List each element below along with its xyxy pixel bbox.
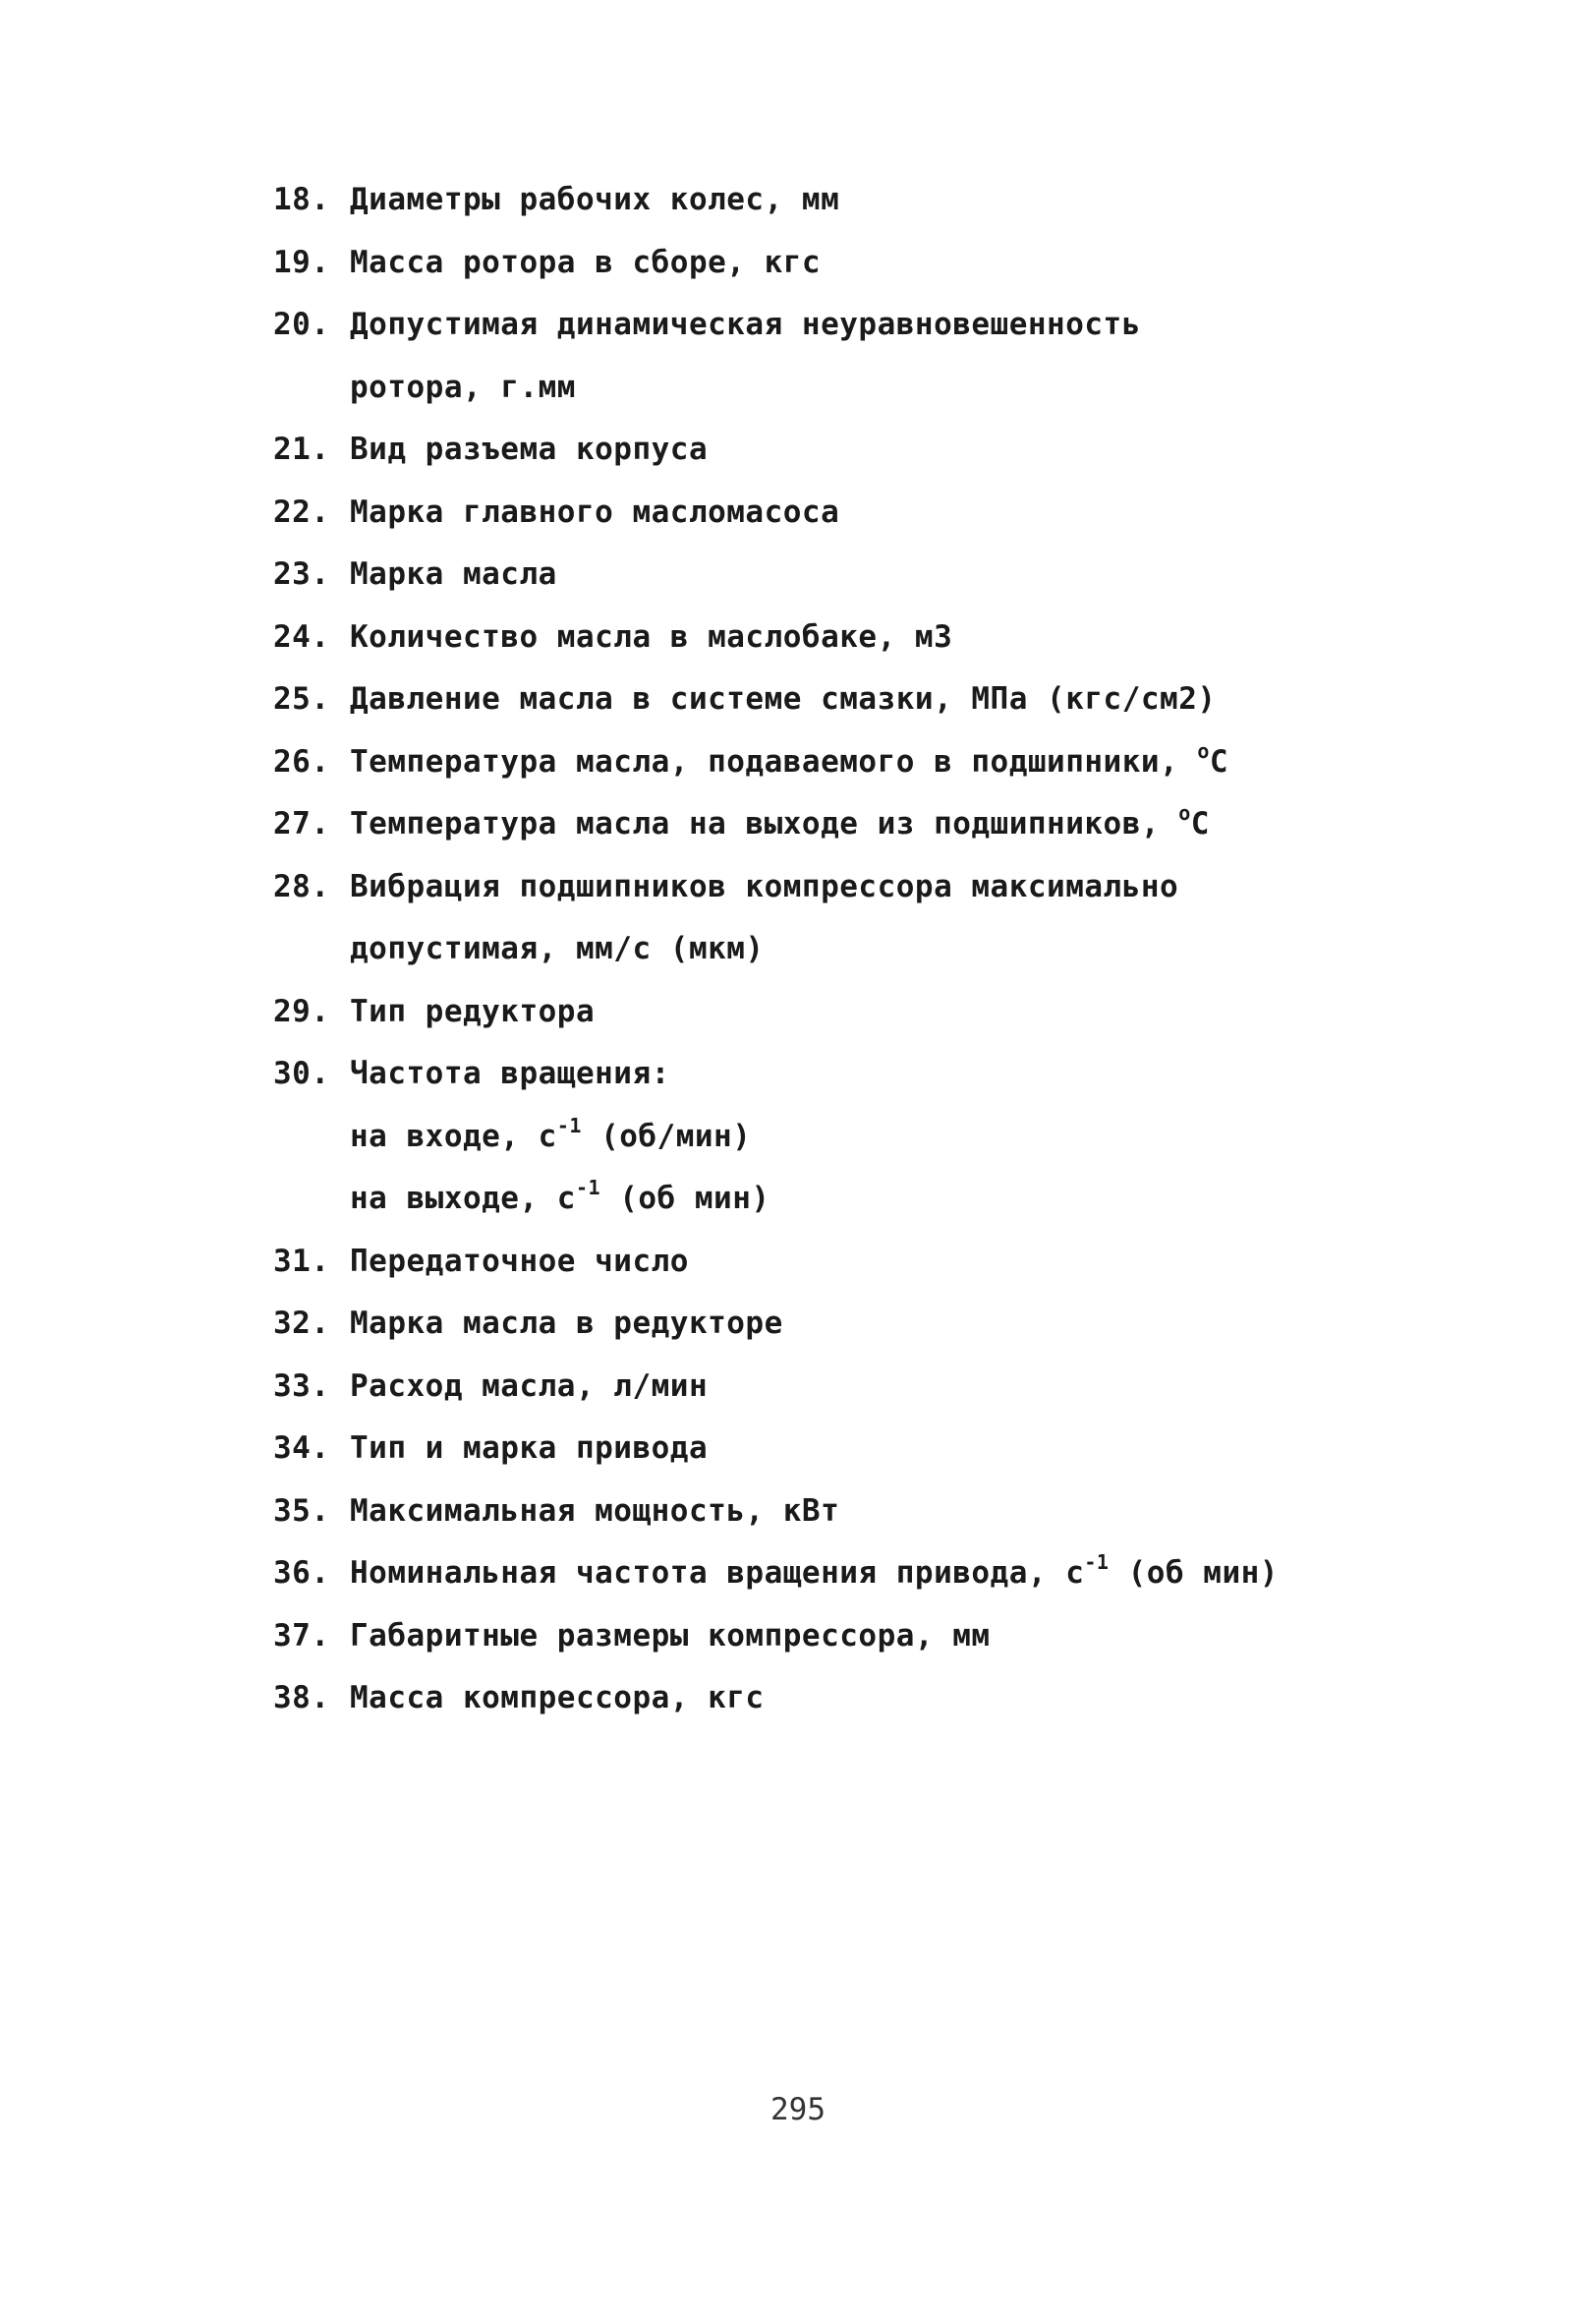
item-number: 20. <box>273 307 330 342</box>
list-item <box>273 482 1551 545</box>
list-item <box>273 981 1551 1044</box>
item-number: 33. <box>273 1367 330 1404</box>
item-text: Марка масла в редукторе <box>350 1306 783 1341</box>
list-item <box>273 1542 1551 1605</box>
list-item <box>273 1667 1551 1730</box>
item-unit: С <box>1209 743 1229 780</box>
item-text: Температура масла на выходе из подшипников, <box>350 806 1161 842</box>
list-item <box>273 1418 1551 1480</box>
list-item <box>273 668 1551 731</box>
list-item <box>273 1480 1551 1543</box>
item-subline-output <box>273 1168 1551 1231</box>
item-number: 37. <box>273 1617 330 1654</box>
item-number: 22. <box>273 493 330 530</box>
subline-unit: (об/мин) <box>581 1118 752 1154</box>
item-text: Температура масла, подаваемого в подшипники, <box>350 743 1179 780</box>
list-item <box>273 1293 1551 1356</box>
list-item <box>273 607 1551 669</box>
item-text: Вибрация подшипников компрессора максимально <box>350 868 1179 904</box>
exponent-superscript: -1 <box>575 1176 601 1199</box>
degree-superscript: о <box>1178 801 1191 825</box>
list-item <box>273 544 1551 607</box>
item-text: Допустимая динамическая неуравновешенность <box>350 307 1141 342</box>
item-text: Марка главного масломасоса <box>350 493 840 530</box>
item-text: Количество масла в маслобаке, м3 <box>350 618 953 655</box>
item-number: 36. <box>273 1555 330 1591</box>
item-number: 31. <box>273 1243 330 1279</box>
item-number: 38. <box>273 1680 330 1715</box>
list-item <box>273 169 1551 232</box>
item-text: Габаритные размеры компрессора, мм <box>350 1617 991 1654</box>
item-number: 25. <box>273 681 330 717</box>
item-number: 19. <box>273 244 330 280</box>
list-item <box>273 1605 1551 1668</box>
list-item <box>273 232 1551 295</box>
list-item <box>273 1043 1551 1231</box>
item-text: Масса ротора в сборе, кгс <box>350 244 822 280</box>
item-text: Вид разъема корпуса <box>350 432 709 467</box>
item-text: Давление масла в системе смазки, МПа (кгс/см2) <box>350 681 1217 717</box>
item-unit: С <box>1190 806 1210 842</box>
item-text: Номинальная частота вращения привода, с <box>350 1555 1085 1591</box>
degree-superscript: о <box>1197 738 1210 763</box>
item-number: 18. <box>273 182 330 217</box>
item-number: 35. <box>273 1492 330 1529</box>
list-item <box>273 856 1551 981</box>
subline-text: на входе, с <box>350 1118 557 1154</box>
item-number: 21. <box>273 432 330 467</box>
item-number: 27. <box>273 806 330 842</box>
item-subline-input <box>273 1106 1551 1169</box>
parameter-list <box>273 169 1551 1730</box>
exponent-superscript: -1 <box>556 1113 582 1137</box>
item-text: Тип редуктора <box>350 993 596 1029</box>
item-number: 23. <box>273 556 330 592</box>
item-number: 34. <box>273 1430 330 1466</box>
list-item <box>273 419 1551 482</box>
item-unit: (об мин) <box>1109 1555 1279 1591</box>
list-item <box>273 793 1551 856</box>
item-text: Масса компрессора, кгс <box>350 1680 765 1715</box>
list-item <box>273 1356 1551 1419</box>
item-number: 28. <box>273 868 330 904</box>
subline-unit: (об мин) <box>600 1181 770 1216</box>
item-number: 30. <box>273 1056 330 1091</box>
subline-text: на выходе, с <box>350 1181 576 1216</box>
list-item <box>273 1231 1551 1294</box>
item-text: Передаточное число <box>350 1243 689 1279</box>
item-text: Тип и марка привода <box>350 1430 709 1466</box>
list-item <box>273 294 1551 419</box>
item-number: 32. <box>273 1306 330 1341</box>
item-text: Максимальная мощность, кВт <box>350 1492 840 1529</box>
item-continuation: ротора, г.мм <box>350 369 576 405</box>
exponent-superscript: -1 <box>1084 1550 1110 1574</box>
item-text: Марка масла <box>350 556 557 592</box>
item-number: 26. <box>273 743 330 780</box>
item-text: Диаметры рабочих колес, мм <box>350 182 840 217</box>
item-continuation: допустимая, мм/с (мкм) <box>350 931 765 966</box>
page-number: 295 <box>770 2092 826 2127</box>
item-number: 24. <box>273 618 330 655</box>
list-item <box>273 731 1551 794</box>
item-number: 29. <box>273 993 330 1029</box>
item-text: Расход масла, л/мин <box>350 1367 709 1404</box>
item-text: Частота вращения: <box>350 1056 670 1091</box>
